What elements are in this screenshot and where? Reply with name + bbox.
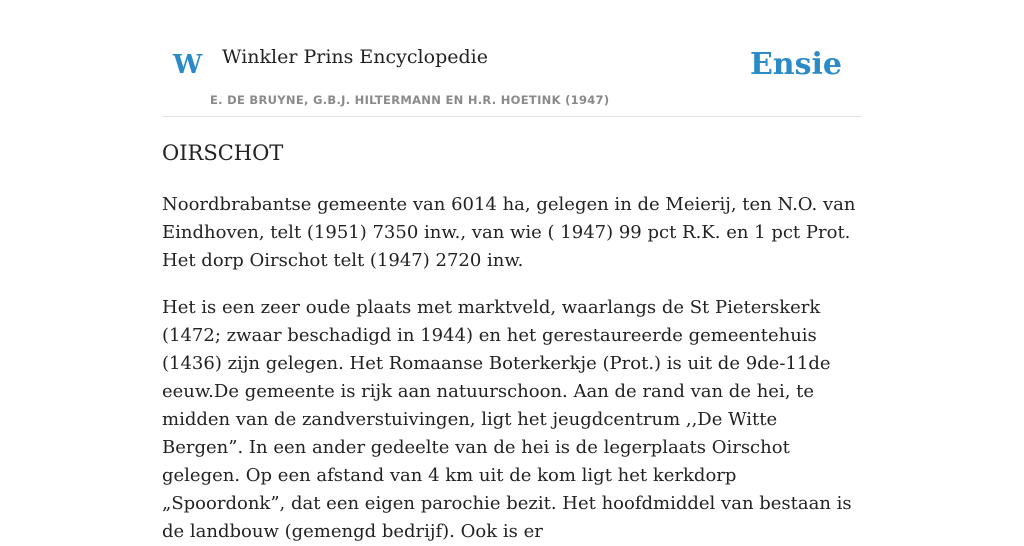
- publication-title[interactable]: Winkler Prins Encyclopedie: [222, 46, 488, 68]
- publication-authors: E. DE BRUYNE, G.B.J. HILTERMANN EN H.R. HOETINK (1947): [210, 93, 610, 107]
- article: [162, 138, 862, 546]
- header: [162, 0, 862, 117]
- publication-logo-icon[interactable]: W: [173, 50, 203, 80]
- ensie-logo-link[interactable]: Ensie: [749, 47, 842, 82]
- article-title: OIRSCHOT: [162, 141, 284, 165]
- article-paragraph: Het is een zeer oude plaats met marktveld, waarlangs de St Pieterskerk (1472; zwaar beschadigd in 1944) en het gerestaureerde gemeentehuis (1436) zijn gelegen. Het Romaanse Boterkerkje (Prot.) is uit de 9de-11de eeuw.De gemeente is rijk aan natuurschoon. Aan de rand van de hei, te midden van de zandverstuivingen, ligt het jeugdcentrum ,,De Witte Bergen”. In een ander gedeelte van de hei is de legerplaats Oirschot gelegen. Op een afstand van 4 km uit de kom ligt het kerkdorp „Spoordonk”, dat een eigen parochie bezit. Het hoofdmiddel van bestaan is de landbouw (gemengd bedrijf). Ook is er: [162, 296, 852, 542]
- article-paragraph: Noordbrabantse gemeente van 6014 ha, gelegen in de Meierij, ten N.O. van Eindhoven, telt (1951) 7350 inw., van wie ( 1947) 99 pct R.K. en 1 pct Prot. Het dorp Oirschot telt (1947) 2720 inw.: [162, 193, 856, 271]
